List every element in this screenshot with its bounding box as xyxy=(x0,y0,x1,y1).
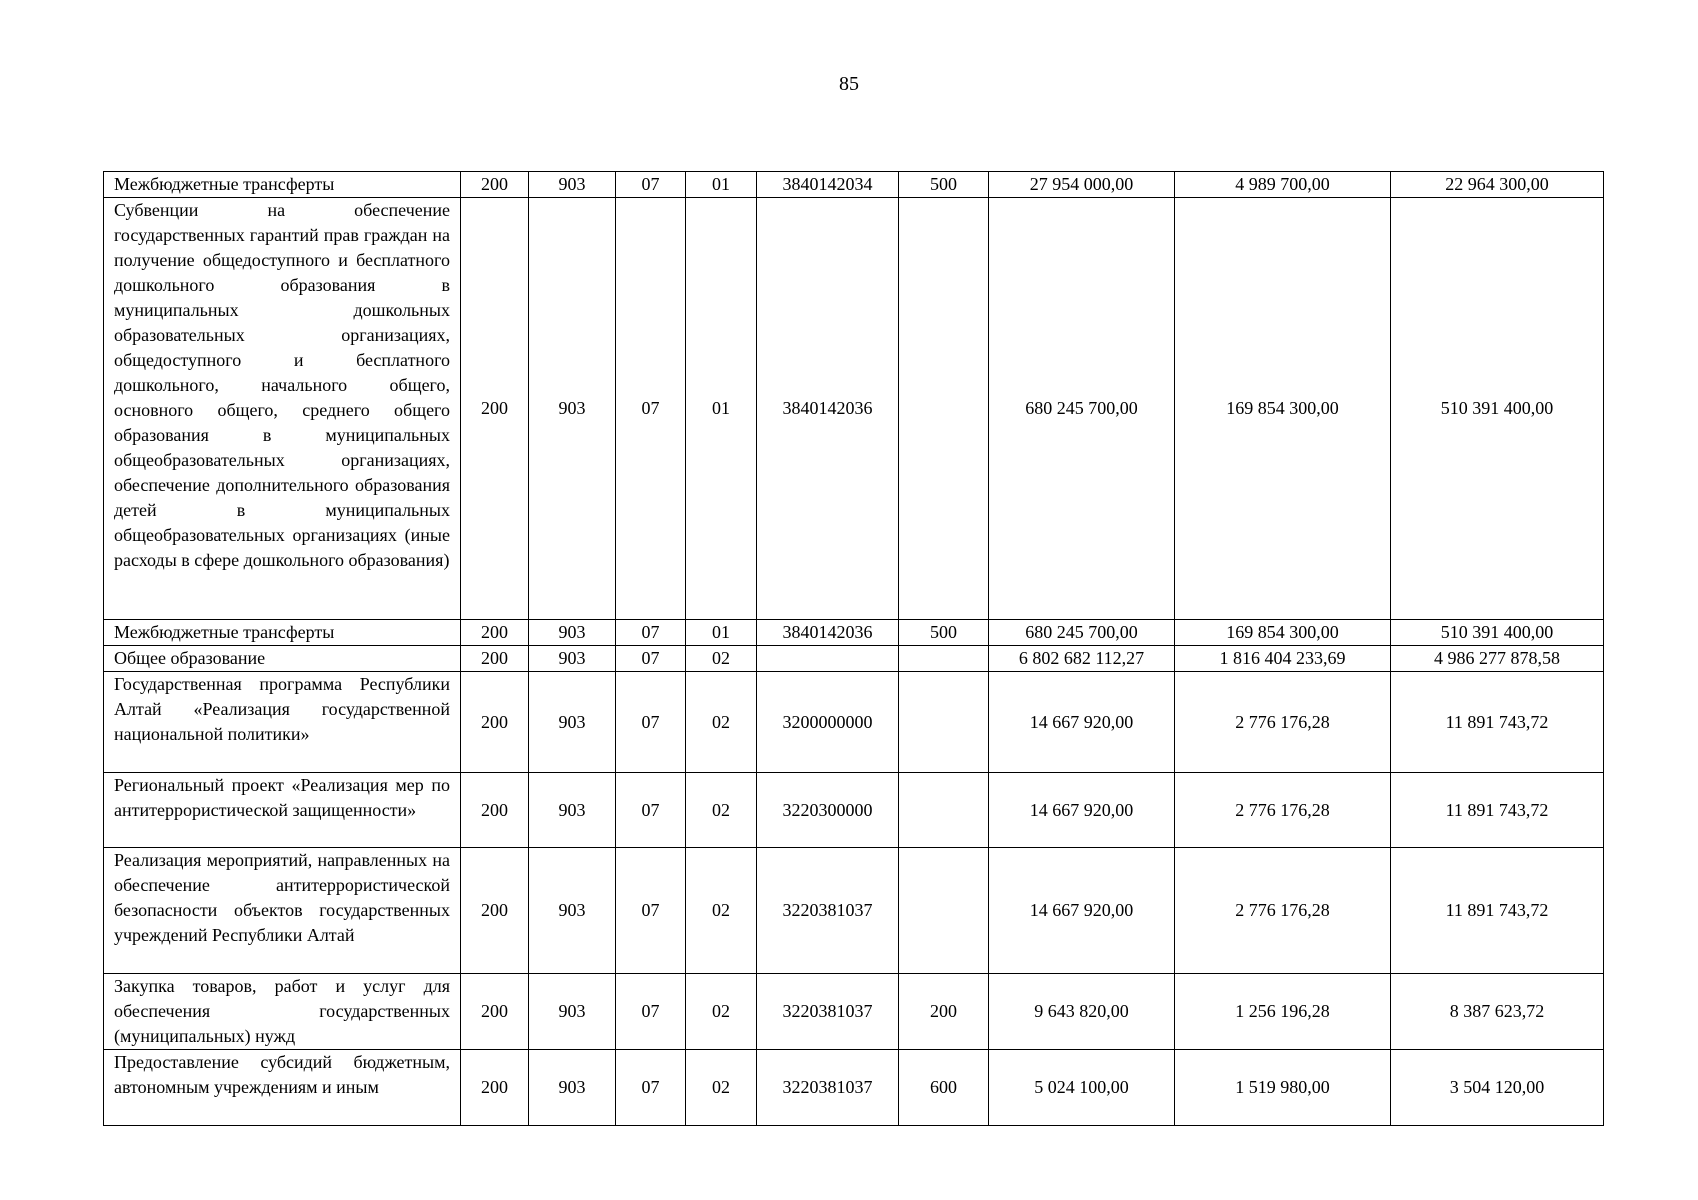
code-cell: 200 xyxy=(461,646,529,672)
code-cell: 02 xyxy=(686,672,757,773)
code-cell: 02 xyxy=(686,848,757,974)
code-cell: 903 xyxy=(529,848,616,974)
amount-cell: 1 519 980,00 xyxy=(1175,1050,1391,1126)
amount-cell: 11 891 743,72 xyxy=(1391,773,1604,848)
amount-cell: 680 245 700,00 xyxy=(989,620,1175,646)
table-row xyxy=(104,773,1604,848)
code-cell: 903 xyxy=(529,172,616,198)
amount-cell: 14 667 920,00 xyxy=(989,672,1175,773)
code-cell: 01 xyxy=(686,198,757,620)
amount-cell: 22 964 300,00 xyxy=(1391,172,1604,198)
amount-cell: 3 504 120,00 xyxy=(1391,1050,1604,1126)
code-cell: 02 xyxy=(686,646,757,672)
amount-cell: 4 986 277 878,58 xyxy=(1391,646,1604,672)
code-cell xyxy=(757,646,899,672)
code-cell: 903 xyxy=(529,974,616,1050)
code-cell: 07 xyxy=(616,848,686,974)
code-cell: 3200000000 xyxy=(757,672,899,773)
amount-cell: 14 667 920,00 xyxy=(989,773,1175,848)
code-cell: 02 xyxy=(686,1050,757,1126)
code-cell: 903 xyxy=(529,672,616,773)
code-cell: 3220300000 xyxy=(757,773,899,848)
amount-cell: 4 989 700,00 xyxy=(1175,172,1391,198)
table-row xyxy=(104,1050,1604,1126)
row-name-cell: Региональный проект «Реализация мер по антитеррористической защищенности» xyxy=(104,773,461,848)
table-row xyxy=(104,974,1604,1050)
amount-cell: 2 776 176,28 xyxy=(1175,773,1391,848)
amount-cell: 27 954 000,00 xyxy=(989,172,1175,198)
amount-cell: 5 024 100,00 xyxy=(989,1050,1175,1126)
code-cell: 600 xyxy=(899,1050,989,1126)
code-cell: 903 xyxy=(529,646,616,672)
code-cell: 07 xyxy=(616,773,686,848)
budget-table xyxy=(103,171,1604,1126)
table-row xyxy=(104,672,1604,773)
row-name-cell: Межбюджетные трансферты xyxy=(104,620,461,646)
code-cell: 3840142036 xyxy=(757,198,899,620)
code-cell: 01 xyxy=(686,620,757,646)
amount-cell: 8 387 623,72 xyxy=(1391,974,1604,1050)
amount-cell: 2 776 176,28 xyxy=(1175,848,1391,974)
table-row xyxy=(104,198,1604,620)
code-cell xyxy=(899,848,989,974)
row-name-cell: Общее образование xyxy=(104,646,461,672)
code-cell xyxy=(899,198,989,620)
code-cell: 200 xyxy=(461,672,529,773)
amount-cell: 11 891 743,72 xyxy=(1391,848,1604,974)
row-name-cell: Государственная программа Республики Алтай «Реализация государственной национальной политики» xyxy=(104,672,461,773)
row-name-cell: Закупка товаров, работ и услуг для обеспечения государственных (муниципальных) нужд xyxy=(104,974,461,1050)
code-cell: 07 xyxy=(616,646,686,672)
code-cell: 200 xyxy=(461,773,529,848)
code-cell: 200 xyxy=(461,848,529,974)
code-cell: 02 xyxy=(686,974,757,1050)
table-row xyxy=(104,620,1604,646)
code-cell xyxy=(899,773,989,848)
code-cell: 500 xyxy=(899,172,989,198)
code-cell: 3220381037 xyxy=(757,974,899,1050)
code-cell: 07 xyxy=(616,172,686,198)
code-cell: 3220381037 xyxy=(757,848,899,974)
amount-cell: 510 391 400,00 xyxy=(1391,620,1604,646)
amount-cell: 14 667 920,00 xyxy=(989,848,1175,974)
row-name-cell: Субвенции на обеспечение государственных гарантий прав граждан на получение общедоступного и бесплатного дошкольного образования в муниципальных дошкольных образовательных организациях, общедоступного и бесплатного дошкольного, начального общего, основного общего, среднего общего образования в муниципальных общеобразовательных организациях, обеспечение дополнительного образования детей в муниципальных общеобразовательных организациях (иные расходы в сфере дошкольного образования) xyxy=(104,198,461,620)
code-cell: 200 xyxy=(461,198,529,620)
code-cell: 3840142034 xyxy=(757,172,899,198)
code-cell: 3840142036 xyxy=(757,620,899,646)
code-cell: 07 xyxy=(616,198,686,620)
page-number: 85 xyxy=(839,73,859,95)
code-cell: 07 xyxy=(616,620,686,646)
amount-cell: 169 854 300,00 xyxy=(1175,620,1391,646)
table-row xyxy=(104,172,1604,198)
row-name-cell: Предоставление субсидий бюджетным, автономным учреждениям и иным xyxy=(104,1050,461,1126)
amount-cell: 1 816 404 233,69 xyxy=(1175,646,1391,672)
code-cell: 200 xyxy=(461,172,529,198)
table-row xyxy=(104,848,1604,974)
amount-cell: 9 643 820,00 xyxy=(989,974,1175,1050)
code-cell: 200 xyxy=(461,620,529,646)
code-cell: 903 xyxy=(529,620,616,646)
amount-cell: 169 854 300,00 xyxy=(1175,198,1391,620)
code-cell: 3220381037 xyxy=(757,1050,899,1126)
code-cell: 200 xyxy=(899,974,989,1050)
code-cell: 200 xyxy=(461,1050,529,1126)
code-cell: 07 xyxy=(616,672,686,773)
amount-cell: 1 256 196,28 xyxy=(1175,974,1391,1050)
code-cell xyxy=(899,646,989,672)
code-cell: 02 xyxy=(686,773,757,848)
code-cell: 500 xyxy=(899,620,989,646)
code-cell xyxy=(899,672,989,773)
amount-cell: 6 802 682 112,27 xyxy=(989,646,1175,672)
row-name-cell: Межбюджетные трансферты xyxy=(104,172,461,198)
table-row xyxy=(104,646,1604,672)
row-name-cell: Реализация мероприятий, направленных на обеспечение антитеррористической безопасности объектов государственных учреждений Республики Алтай xyxy=(104,848,461,974)
code-cell: 01 xyxy=(686,172,757,198)
amount-cell: 11 891 743,72 xyxy=(1391,672,1604,773)
amount-cell: 510 391 400,00 xyxy=(1391,198,1604,620)
code-cell: 903 xyxy=(529,198,616,620)
amount-cell: 2 776 176,28 xyxy=(1175,672,1391,773)
code-cell: 07 xyxy=(616,1050,686,1126)
amount-cell: 680 245 700,00 xyxy=(989,198,1175,620)
code-cell: 903 xyxy=(529,773,616,848)
code-cell: 200 xyxy=(461,974,529,1050)
code-cell: 07 xyxy=(616,974,686,1050)
code-cell: 903 xyxy=(529,1050,616,1126)
